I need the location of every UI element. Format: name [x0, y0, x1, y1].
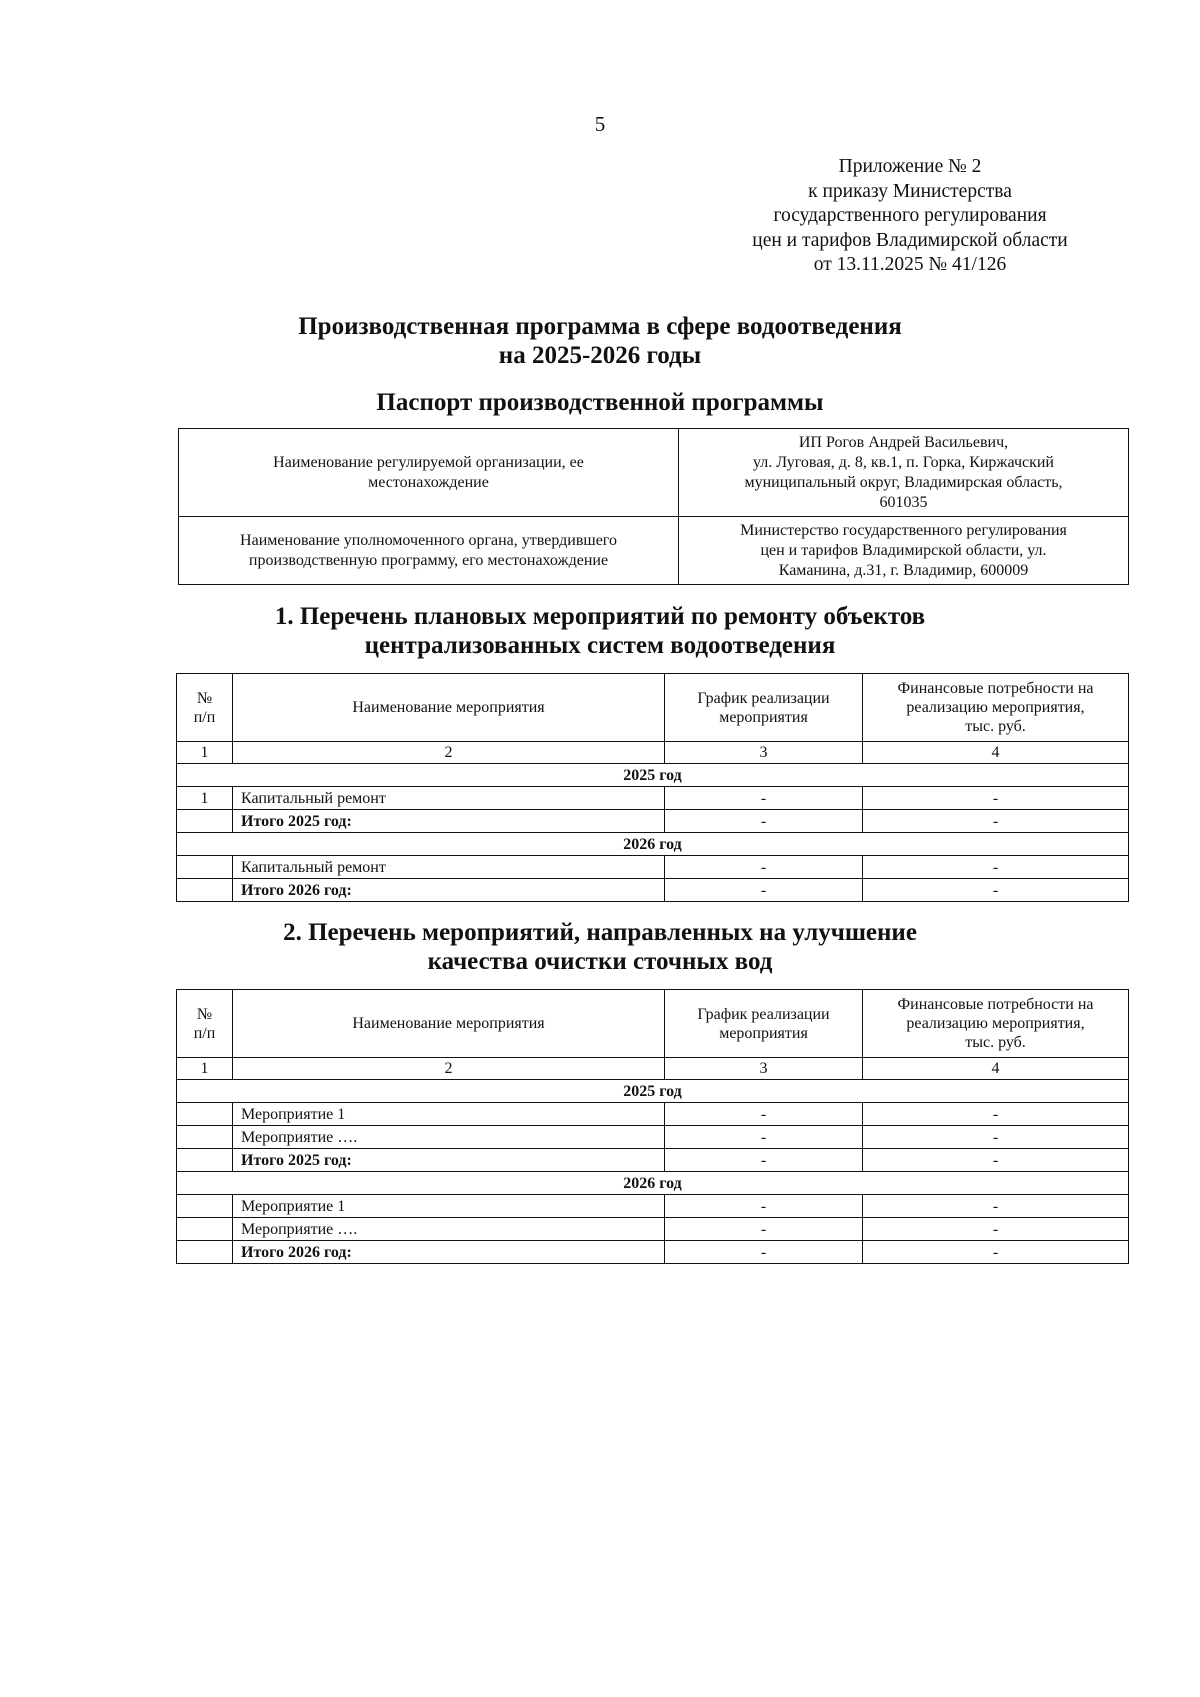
section2-heading: 2. Перечень мероприятий, направленных на улучшение качества очистки сточных вод [283, 919, 917, 975]
row-name: Капитальный ремонт [233, 787, 665, 810]
row-schedule: - [665, 810, 863, 833]
row-finance: - [863, 879, 1129, 902]
passport-row-organization [179, 429, 1129, 517]
passport-label-cell: Наименование уполномоченного органа, утвердившего производственную программу, его местонахождение [179, 517, 679, 585]
passport-value-cell: Министерство государственного регулирования цен и тарифов Владимирской области, ул. Каманина, д.31, г. Владимир, 600009 [679, 517, 1129, 585]
row-finance: - [863, 810, 1129, 833]
passport-value-cell: ИП Рогов Андрей Васильевич, ул. Луговая, д. 8, кв.1, п. Горка, Киржачский муниципальный округ, Владимирская область, 601035 [679, 429, 1129, 517]
row-schedule: - [665, 856, 863, 879]
column-number-row [177, 742, 1129, 764]
passport-table [178, 428, 1129, 585]
table-header-row [177, 990, 1129, 1058]
row-schedule: - [665, 1149, 863, 1172]
row-num [177, 1218, 233, 1241]
section2-table [176, 989, 1129, 1264]
column-number: 1 [177, 1058, 233, 1080]
section1-table [176, 673, 1129, 902]
header-schedule: График реализации мероприятия [665, 990, 863, 1058]
row-num [177, 1241, 233, 1264]
header-num: № п/п [177, 674, 233, 742]
year-row [177, 764, 1129, 787]
total-label: Итого 2025 год: [233, 810, 665, 833]
appendix-reference [700, 155, 1120, 278]
row-schedule: - [665, 1126, 863, 1149]
row-schedule: - [665, 879, 863, 902]
row-finance: - [863, 1103, 1129, 1126]
year-row [177, 1080, 1129, 1103]
row-finance: - [863, 1241, 1129, 1264]
column-number-row [177, 1058, 1129, 1080]
total-row [177, 879, 1129, 902]
row-num [177, 1149, 233, 1172]
passport-row-authority [179, 517, 1129, 585]
table-row [177, 1218, 1129, 1241]
row-schedule: - [665, 1218, 863, 1241]
column-number: 2 [233, 1058, 665, 1080]
appendix-line: от 13.11.2025 № 41/126 [813, 254, 1007, 275]
total-row [177, 1241, 1129, 1264]
row-name: Мероприятие 1 [233, 1195, 665, 1218]
header-num: № п/п [177, 990, 233, 1058]
table-row [177, 1103, 1129, 1126]
header-name: Наименование мероприятия [233, 990, 665, 1058]
document-title-line: на 2025-2026 годы [498, 342, 702, 369]
row-finance: - [863, 856, 1129, 879]
year-row [177, 1172, 1129, 1195]
row-finance: - [863, 1149, 1129, 1172]
document-title [0, 312, 1200, 370]
header-schedule: График реализации мероприятия [665, 674, 863, 742]
passport-label-cell: Наименование регулируемой организации, ее местонахождение [179, 429, 679, 517]
section1-heading: 1. Перечень плановых мероприятий по ремонту объектов централизованных систем водоотведения [274, 603, 926, 659]
table-row [177, 787, 1129, 810]
year-label: 2025 год [177, 764, 1129, 787]
row-num [177, 810, 233, 833]
document-title-line: Производственная программа в сфере водоотведения [298, 313, 902, 340]
passport-heading: Паспорт производственной программы [376, 389, 824, 416]
column-number: 4 [863, 1058, 1129, 1080]
appendix-line: Приложение № 2 [838, 156, 982, 177]
header-finance: Финансовые потребности на реализацию мероприятия, тыс. руб. [863, 990, 1129, 1058]
row-schedule: - [665, 1103, 863, 1126]
row-num [177, 856, 233, 879]
row-finance: - [863, 1218, 1129, 1241]
header-name: Наименование мероприятия [233, 674, 665, 742]
row-finance: - [863, 1126, 1129, 1149]
row-finance: - [863, 1195, 1129, 1218]
column-number: 1 [177, 742, 233, 764]
row-num [177, 879, 233, 902]
row-name: Мероприятие …. [233, 1126, 665, 1149]
page-number: 5 [594, 112, 606, 136]
year-label: 2026 год [177, 833, 1129, 856]
total-label: Итого 2026 год: [233, 879, 665, 902]
row-num: 1 [177, 787, 233, 810]
table-row [177, 1195, 1129, 1218]
appendix-line: к приказу Министерства [808, 180, 1012, 202]
column-number: 4 [863, 742, 1129, 764]
row-schedule: - [665, 1195, 863, 1218]
appendix-line: государственного регулирования [773, 205, 1047, 226]
row-num [177, 1126, 233, 1149]
total-row [177, 1149, 1129, 1172]
table-header-row [177, 674, 1129, 742]
row-num [177, 1195, 233, 1218]
total-row [177, 810, 1129, 833]
appendix-line: цен и тарифов Владимирской области [752, 229, 1068, 251]
table-row [177, 1126, 1129, 1149]
row-name: Мероприятие …. [233, 1218, 665, 1241]
column-number: 2 [233, 742, 665, 764]
row-schedule: - [665, 787, 863, 810]
row-name: Капитальный ремонт [233, 856, 665, 879]
year-label: 2026 год [177, 1172, 1129, 1195]
column-number: 3 [665, 1058, 863, 1080]
year-label: 2025 год [177, 1080, 1129, 1103]
table-row [177, 856, 1129, 879]
row-finance: - [863, 787, 1129, 810]
header-finance: Финансовые потребности на реализацию мероприятия, тыс. руб. [863, 674, 1129, 742]
row-num [177, 1103, 233, 1126]
column-number: 3 [665, 742, 863, 764]
year-row [177, 833, 1129, 856]
total-label: Итого 2025 год: [233, 1149, 665, 1172]
total-label: Итого 2026 год: [233, 1241, 665, 1264]
row-schedule: - [665, 1241, 863, 1264]
row-name: Мероприятие 1 [233, 1103, 665, 1126]
